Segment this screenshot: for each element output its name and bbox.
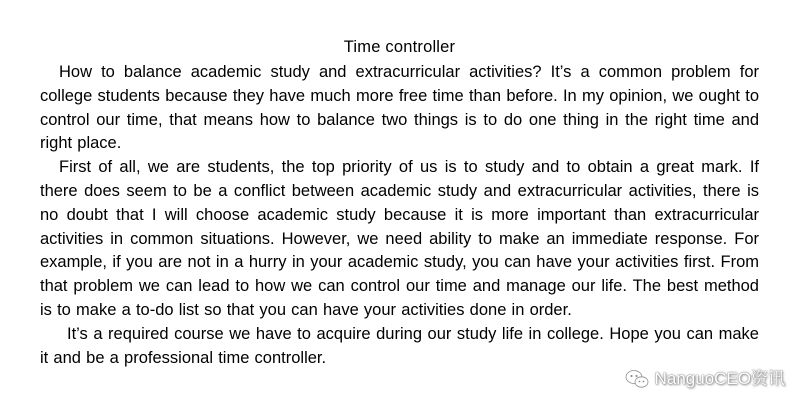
paragraph-body: First of all, we are students, the top priority of us is to study and to obtain a great mark. If there does seem to be a conflict between academic study and extracurricular activities, there is no doubt that I will choose academic study because it is more important than extracurricular activities in common situations. However, we need ability to make an immediate response. For example, if you are not in a hurry in your academic study, you can have your activities first. From that problem we can lead to how we can control our time and manage our life. The best method is to make a to-do list so that you can have your activities done in order.	[40, 158, 759, 319]
paragraph-intro: How to balance academic study and extracurricular activities? It’s a common problem for college students because they have much more free time than before. In my opinion, we ought to control our time, that means how to balance two things is to do one thing in the right time and right place.	[40, 63, 759, 153]
watermark-text: NanguoCEO资讯	[654, 369, 785, 388]
document-body	[40, 61, 759, 370]
paragraph-conclusion: It’s a required course we have to acquire during our study life in college. Hope you can make it and be a professional time controller.	[40, 324, 759, 367]
document-title: Time controller	[343, 38, 456, 56]
wechat-icon	[624, 368, 650, 390]
watermark	[624, 368, 785, 390]
